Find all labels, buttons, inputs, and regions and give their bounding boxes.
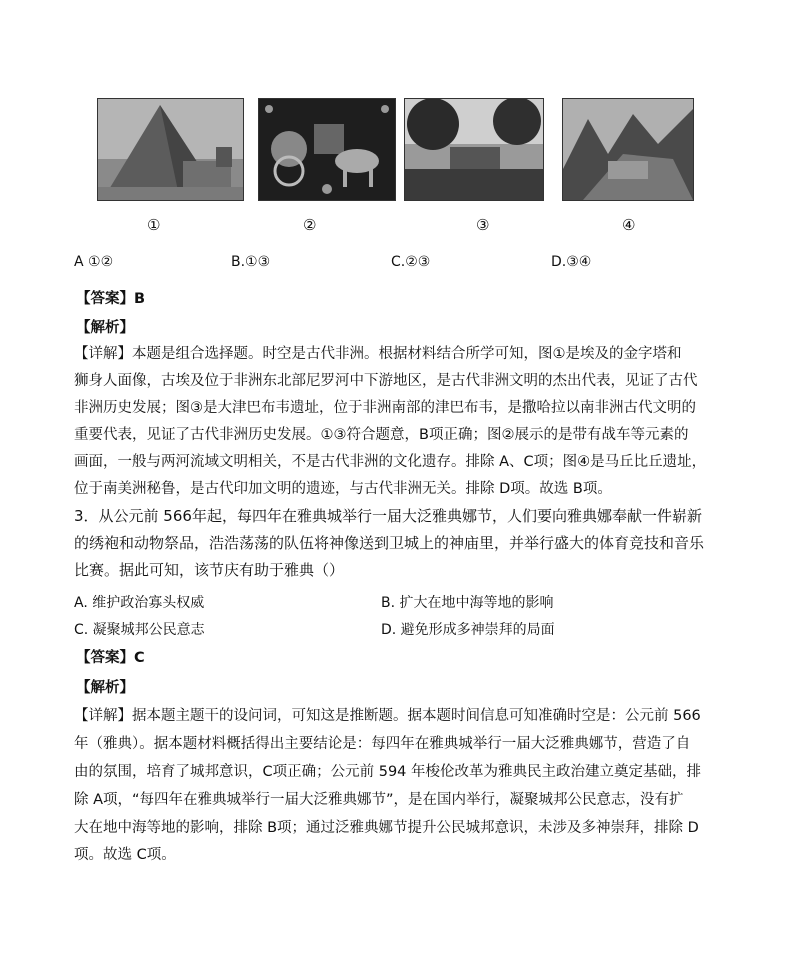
q3-detail-line: 项。故选 C项。 (74, 847, 176, 863)
q2-detail-line: 画面，一般与两河流域文明相关，不是古代非洲的文化遗存。排除 A、C项；图④是马丘比丘遗址， (74, 454, 707, 470)
figure-3-ruins-trees-photo (404, 98, 544, 201)
q3-detail-line: 【详解】据本题主题干的设问词，可知这是推断题。据本题时间信息可知准确时空是：公元前 566 (74, 708, 701, 724)
ruins-trees-icon (405, 99, 543, 200)
q3-option-a: A. 维护政治寡头权威 (74, 595, 205, 611)
q2-answer: 【答案】B (76, 291, 146, 307)
q2-detail-line: 重要代表，见证了古代非洲历史发展。①③符合题意，B项正确；图②展示的是带有战车等元素的 (74, 427, 689, 443)
figure-1-pyramid-sphinx-photo (97, 98, 244, 201)
mountain-ruins-icon (563, 99, 693, 200)
figure-2-label: ② (303, 216, 317, 234)
q3-detail-line: 由的氛围，培育了城邦意识，C项正确；公元前 594 年梭伦改革为雅典民主政治建立奠定基础，排 (74, 764, 702, 780)
q2-detail-line: 位于南美洲秘鲁，是古代印加文明的遗迹，与古代非洲无关。排除 D项。故选 B项。 (74, 481, 612, 497)
figure-4-mountain-ruins-photo (562, 98, 694, 201)
q2-detail-line: 【详解】本题是组合选择题。时空是古代非洲。根据材料结合所学可知，图①是埃及的金字塔和 (74, 346, 682, 362)
figure-3-label: ③ (476, 216, 490, 234)
figure-1-label: ① (147, 216, 161, 234)
q3-stem-line: 的绣袍和动物祭品，浩浩荡荡的队伍将神像送到卫城上的神庙里，并举行盛大的体育竞技和音乐 (74, 534, 705, 552)
q3-detail-line: 除 A项，“每四年在雅典城举行一届大泛雅典娜节”，是在国内举行，凝聚城邦公民意志，没有扩 (74, 792, 684, 808)
q3-option-d: D. 避免形成多神崇拜的局面 (381, 622, 555, 638)
q3-option-c: C. 凝聚城邦公民意志 (74, 622, 205, 638)
q2-option-b: B.①③ (231, 254, 271, 270)
q3-detail-line: 大在地中海等地的影响，排除 B项；通过泛雅典娜节提升公民城邦意识，未涉及多神崇拜，排除 D (74, 820, 699, 836)
q2-option-a: A ①② (74, 254, 114, 270)
q3-analysis-label: 【解析】 (76, 680, 134, 696)
q2-detail-line: 狮身人面像，古埃及位于非洲东北部尼罗河中下游地区，是古代非洲文明的杰出代表，见证了古代 (74, 373, 698, 389)
figure-4-label: ④ (622, 216, 636, 234)
q3-stem-line: 比赛。据此可知，该节庆有助于雅典（） (74, 561, 345, 579)
q3-detail-line: 年（雅典）。据本题材料概括得出主要结论是：每四年在雅典城举行一届大泛雅典娜节，营造了自 (74, 736, 691, 752)
q3-option-b: B. 扩大在地中海等地的影响 (381, 595, 554, 611)
q3-answer: 【答案】C (76, 650, 145, 666)
figure-2-chariot-painting-photo (258, 98, 396, 201)
chariot-painting-icon (259, 99, 395, 200)
q2-option-d: D.③④ (551, 254, 592, 270)
q2-detail-line: 非洲历史发展；图③是大津巴布韦遗址，位于非洲南部的津巴布韦，是撒哈拉以南非洲古代文明的 (74, 400, 696, 416)
pyramid-sphinx-icon (98, 99, 243, 200)
q2-option-c: C.②③ (391, 254, 431, 270)
q2-analysis-label: 【解析】 (76, 320, 134, 336)
q3-stem-line: 3．从公元前 566年起，每四年在雅典城举行一届大泛雅典娜节，人们要向雅典娜奉献一件崭新 (74, 507, 702, 525)
